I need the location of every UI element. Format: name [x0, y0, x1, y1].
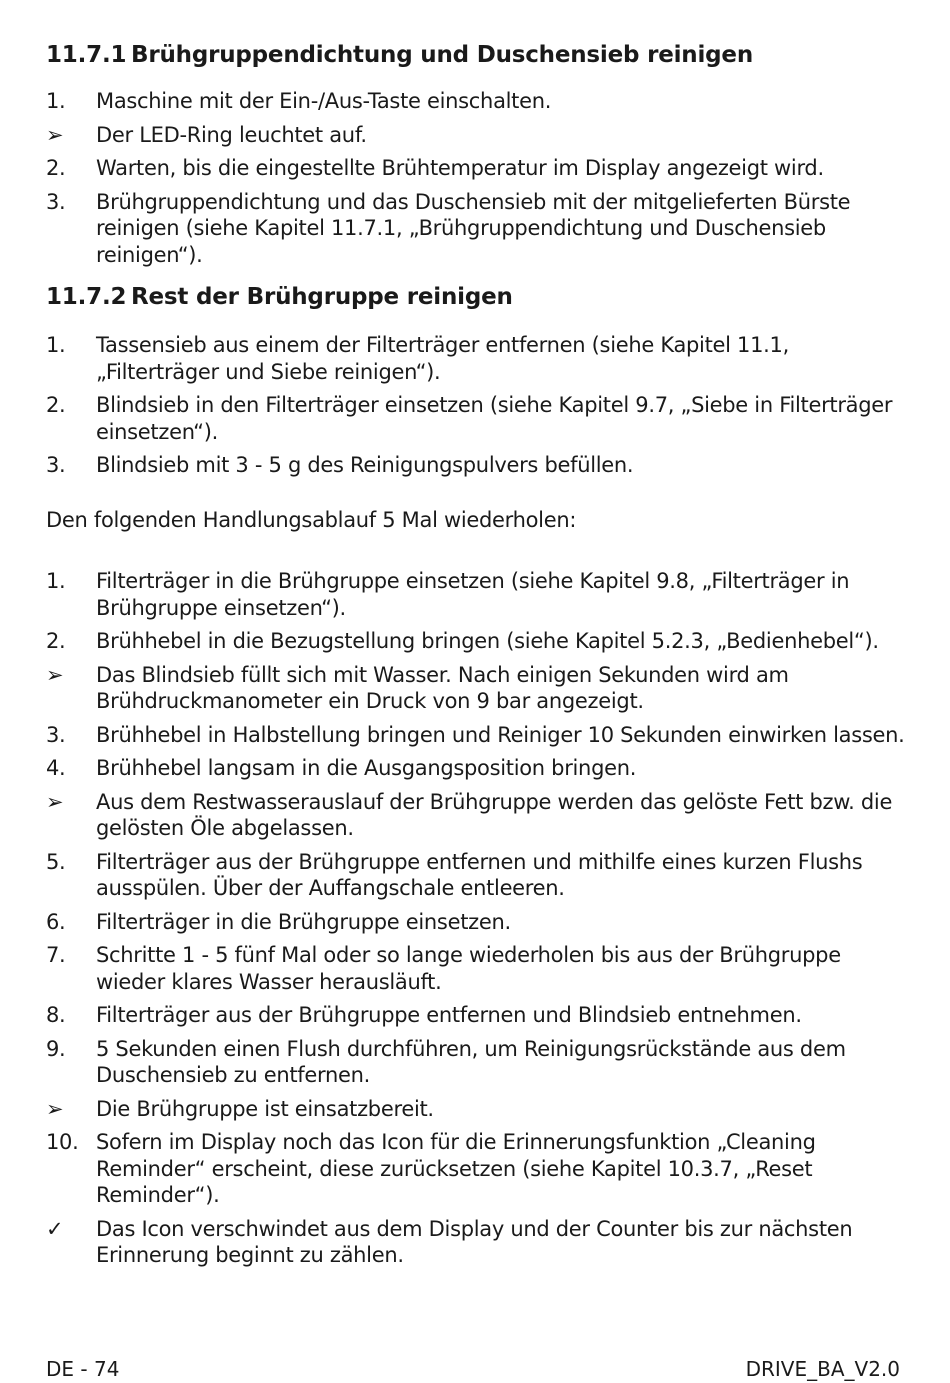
list-item-text: Brühhebel in Halbstellung bringen und Reiniger 10 Sekunden einwirken lassen.: [96, 722, 905, 747]
list-marker: 3.: [46, 453, 66, 477]
list-item: [46, 155, 906, 182]
list-item-text: Filterträger aus der Brühgruppe entfernen und Blindsieb entnehmen.: [96, 1003, 802, 1027]
section1-list: [46, 88, 906, 268]
list-marker: 7.: [46, 943, 66, 967]
list-item: [46, 909, 906, 936]
result-arrow-icon: ➢: [46, 1096, 64, 1121]
result-arrow-icon: ➢: [46, 662, 64, 687]
list-item-text: Aus dem Restwasserauslauf der Brühgruppe werden das gelöste Fett bzw. die gelösten Öle abgelassen.: [96, 789, 893, 840]
list-item-text: Die Brühgruppe ist einsatzbereit.: [96, 1096, 434, 1121]
page-footer: [46, 1356, 900, 1382]
list-marker: 3.: [46, 189, 66, 214]
list-item-text: Blindsieb in den Filterträger einsetzen (siehe Kapitel 9.7, „Siebe in Filterträger einsetzen“).: [96, 393, 893, 444]
list-item: [46, 1096, 906, 1123]
list-item: [46, 755, 906, 782]
list-item-text: Das Blindsieb füllt sich mit Wasser. Nach einigen Sekunden wird am Brühdruckmanometer ein Druck von 9 bar angezeigt.: [96, 662, 789, 713]
section-heading-11-7-1: [46, 40, 906, 70]
list-item: [46, 722, 906, 749]
list-item-text: Maschine mit der Ein-/Aus-Taste einschalten.: [96, 89, 552, 113]
list-item: [46, 849, 906, 902]
list-item: [46, 1036, 906, 1089]
document-id: DRIVE_BA_V2.0: [745, 1357, 900, 1381]
manual-page: [46, 40, 906, 1269]
list-item-text: Filterträger aus der Brühgruppe entfernen und mithilfe eines kurzen Flushs ausspülen. Über der Auffangschale entleeren.: [96, 849, 863, 900]
list-item-text: Das Icon verschwindet aus dem Display und der Counter bis zur nächsten Erinnerung beginnt zu zählen.: [96, 1216, 853, 1267]
page-number: DE - 74: [46, 1357, 120, 1381]
list-item: [46, 789, 906, 842]
list-item: [46, 1216, 906, 1269]
list-item: [46, 942, 906, 995]
list-item-text: Brühgruppendichtung und das Duschensieb mit der mitgelieferten Bürste reinigen (siehe Kapitel 11.7.1, „Brühgruppendichtung und Duschensieb reinigen“).: [96, 189, 851, 267]
list-item-text: Tassensieb aus einem der Filterträger entfernen (siehe Kapitel 11.1, „Filterträger und Siebe reinigen“).: [96, 333, 789, 384]
list-item: [46, 662, 906, 715]
list-marker: 6.: [46, 909, 66, 934]
list-marker: 1.: [46, 569, 66, 593]
list-marker: 4.: [46, 756, 66, 780]
section-number: 11.7.2: [46, 284, 127, 310]
list-item: [46, 452, 906, 479]
list-item: [46, 88, 906, 115]
list-item-text: Filterträger in die Brühgruppe einsetzen.: [96, 909, 511, 934]
repeat-instruction: Den folgenden Handlungsablauf 5 Mal wiederholen:: [46, 507, 577, 532]
result-arrow-icon: ➢: [46, 122, 64, 147]
list-item-text: Brühhebel in die Bezugstellung bringen (siehe Kapitel 5.2.3, „Bedienhebel“).: [96, 629, 879, 653]
list-marker: 10.: [46, 1130, 79, 1154]
list-item: [46, 1129, 906, 1209]
list-marker: 1.: [46, 333, 66, 357]
list-item: [46, 332, 906, 385]
list-marker: 8.: [46, 1003, 66, 1027]
list-item-text: Blindsieb mit 3 - 5 g des Reinigungspulvers befüllen.: [96, 453, 634, 477]
list-marker: 2.: [46, 393, 66, 417]
list-item: [46, 392, 906, 445]
section-title: Rest der Brühgruppe reinigen: [131, 284, 513, 310]
list-item: [46, 628, 906, 655]
list-item-text: 5 Sekunden einen Flush durchführen, um Reinigungsrückstände aus dem Duschensieb zu entfernen.: [96, 1036, 846, 1087]
list-item-text: Der LED-Ring leuchtet auf.: [96, 122, 367, 147]
section-heading-11-7-2: [46, 282, 906, 312]
list-marker: 3.: [46, 722, 66, 747]
list-marker: 9.: [46, 1036, 66, 1061]
list-marker: 2.: [46, 156, 66, 180]
list-item: [46, 122, 906, 149]
list-marker: 1.: [46, 89, 66, 113]
list-item-text: Schritte 1 - 5 fünf Mal oder so lange wiederholen bis aus der Brühgruppe wieder klares Wasser herausläuft.: [96, 943, 841, 994]
check-mark-icon: ✓: [46, 1216, 64, 1241]
list-item-text: Brühhebel langsam in die Ausgangsposition bringen.: [96, 756, 637, 780]
list-item-text: Sofern im Display noch das Icon für die Erinnerungsfunktion „Cleaning Reminder“ erscheint, diese zurücksetzen (siehe Kapitel 10.3.7, „Reset Reminder“).: [96, 1130, 816, 1207]
list-marker: 2.: [46, 629, 66, 653]
list-item: [46, 189, 906, 269]
section-title: Brühgruppendichtung und Duschensieb reinigen: [131, 42, 753, 68]
section-number: 11.7.1: [46, 42, 127, 68]
list-item: [46, 568, 906, 621]
section2-prep-list: [46, 332, 906, 479]
list-item-text: Filterträger in die Brühgruppe einsetzen (siehe Kapitel 9.8, „Filterträger in Brühgruppe einsetzen“).: [96, 569, 850, 620]
list-item: [46, 1002, 906, 1029]
list-item-text: Warten, bis die eingestellte Brühtemperatur im Display angezeigt wird.: [96, 156, 824, 180]
result-arrow-icon: ➢: [46, 789, 64, 814]
section2-steps-list: [46, 568, 906, 1269]
list-marker: 5.: [46, 849, 66, 874]
